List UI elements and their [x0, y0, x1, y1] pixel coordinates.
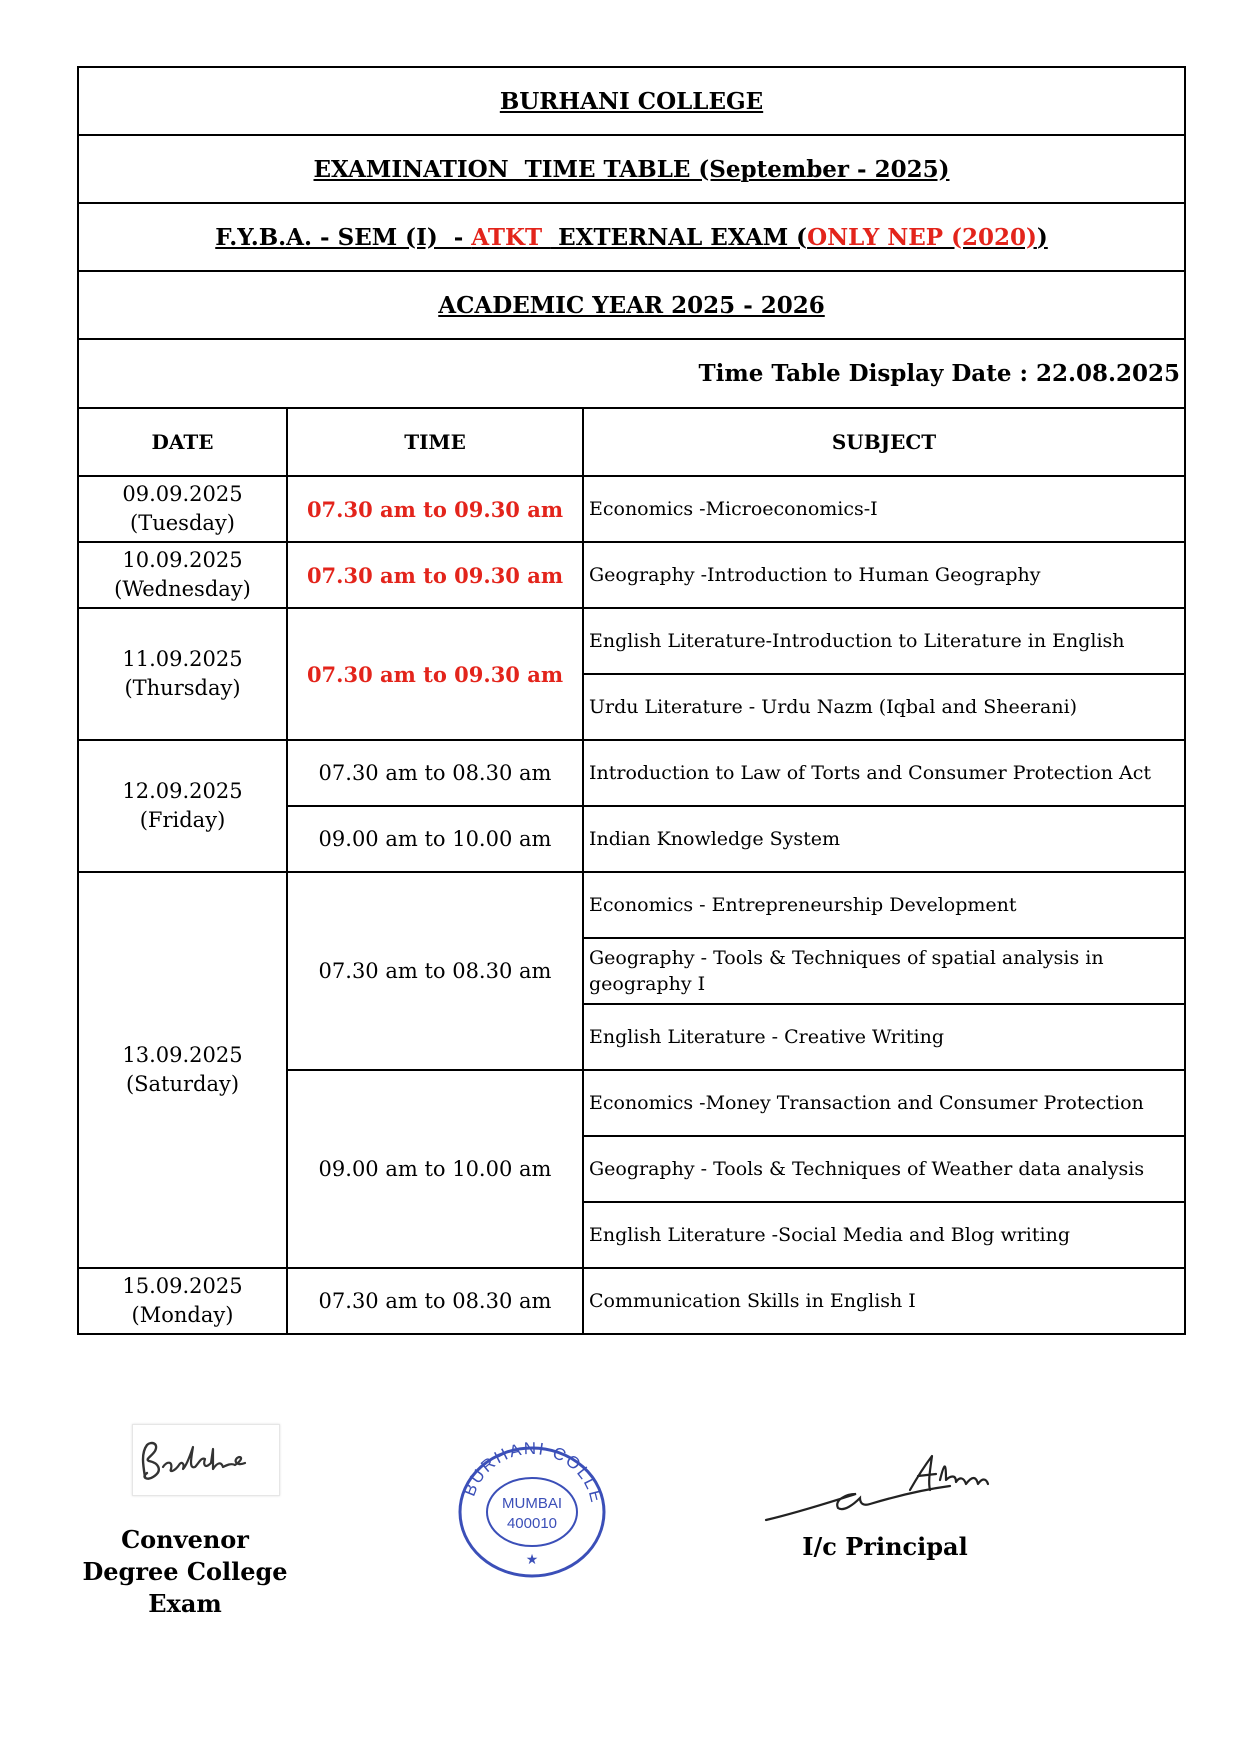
subject-cell: Economics -Microeconomics-I: [583, 476, 1185, 542]
date-cell: 15.09.2025 (Monday): [78, 1268, 287, 1334]
time-cell: 07.30 am to 08.30 am: [287, 740, 583, 806]
time-cell: 09.00 am to 10.00 am: [287, 806, 583, 872]
svg-text:BURHANI COLLEGE: BURHANI COLLE: [459, 1440, 607, 1506]
time-cell: 07.30 am to 09.30 am: [287, 608, 583, 740]
subject-cell: Geography - Tools & Techniques of spatial analysis in geography I: [583, 938, 1185, 1004]
table-row: [78, 1268, 1185, 1334]
date-cell: 11.09.2025 (Thursday): [78, 608, 287, 740]
date-cell: 12.09.2025 (Friday): [78, 740, 287, 872]
column-header-date: DATE: [78, 408, 287, 476]
timetable: [77, 66, 1186, 1335]
date-cell: 13.09.2025 (Saturday): [78, 872, 287, 1268]
subject-cell: Urdu Literature - Urdu Nazm (Iqbal and Sheerani): [583, 674, 1185, 740]
table-row: [78, 872, 1185, 938]
convenor-title: Convenor Degree College Exam: [82, 1525, 288, 1618]
svg-text:MUMBAI: MUMBAI: [502, 1495, 562, 1512]
table-row: [78, 542, 1185, 608]
time-cell: 07.30 am to 08.30 am: [287, 872, 583, 1070]
date-cell: 09.09.2025 (Tuesday): [78, 476, 287, 542]
display-date: Time Table Display Date : 22.08.2025: [78, 339, 1185, 408]
college-seal: [452, 1440, 612, 1580]
column-header-time: TIME: [287, 408, 583, 476]
course-title: F.Y.B.A. - SEM (I) - ATKT EXTERNAL EXAM (ONLY NEP (2020)): [78, 203, 1185, 271]
subject-cell: Communication Skills in English I: [583, 1268, 1185, 1334]
date-cell: 10.09.2025 (Wednesday): [78, 542, 287, 608]
subject-cell: Introduction to Law of Torts and Consumer Protection Act: [583, 740, 1185, 806]
principal-signature-drawing: [760, 1450, 1020, 1530]
college-name: BURHANI COLLEGE: [78, 67, 1185, 135]
subject-cell: Geography -Introduction to Human Geography: [583, 542, 1185, 608]
subject-cell: English Literature-Introduction to Literature in English: [583, 608, 1185, 674]
column-header-subject: SUBJECT: [583, 408, 1185, 476]
principal-signature: [760, 1450, 1020, 1530]
svg-text:400010: 400010: [506, 1515, 558, 1532]
table-row: [78, 740, 1185, 806]
exam-title: EXAMINATION TIME TABLE (September - 2025): [78, 135, 1185, 203]
table-row: [78, 476, 1185, 542]
subject-cell: Economics -Money Transaction and Consumer Protection: [583, 1070, 1185, 1136]
time-cell: 07.30 am to 09.30 am: [287, 476, 583, 542]
subject-cell: Geography - Tools & Techniques of Weather data analysis: [583, 1136, 1185, 1202]
svg-text:★: ★: [525, 1552, 539, 1568]
subject-cell: English Literature - Creative Writing: [583, 1004, 1185, 1070]
time-cell: 07.30 am to 08.30 am: [287, 1268, 583, 1334]
table-row: [78, 608, 1185, 674]
time-cell: 09.00 am to 10.00 am: [287, 1070, 583, 1268]
signature-footer: [0, 1420, 1240, 1680]
convenor-signature: [132, 1424, 280, 1496]
college-seal-drawing: [452, 1440, 612, 1580]
subject-cell: Economics - Entrepreneurship Development: [583, 872, 1185, 938]
subject-cell: English Literature -Social Media and Blog writing: [583, 1202, 1185, 1268]
timetable-sheet: [77, 66, 1184, 1335]
principal-title: I/c Principal: [802, 1532, 968, 1561]
time-cell: 07.30 am to 09.30 am: [287, 542, 583, 608]
academic-year: ACADEMIC YEAR 2025 - 2026: [78, 271, 1185, 339]
convenor-signature-drawing: [133, 1425, 279, 1495]
subject-cell: Indian Knowledge System: [583, 806, 1185, 872]
